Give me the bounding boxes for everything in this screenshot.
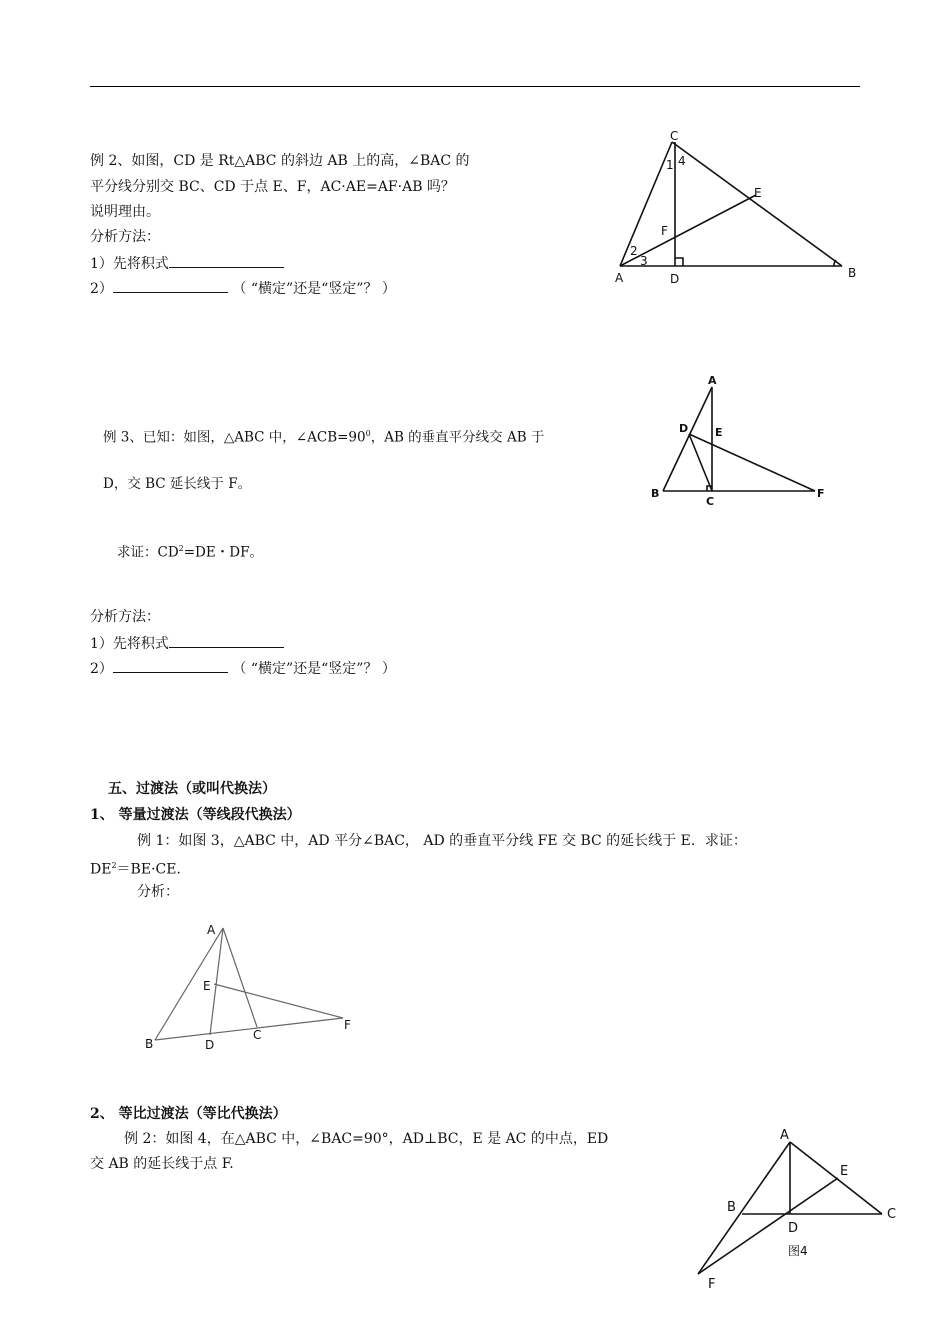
ex2-step2 [90,278,396,298]
section5-ex1-line1: 例 1：如图 3，△ABC 中，AD 平分∠BAC， AD 的垂直平分线 FE 交 BC 的延长线于 E．求证： [137,833,747,849]
ex3-step2-suffix: （ “横定”还是“竖定”？ ） [232,661,396,677]
ex2-label-b: B [848,266,857,280]
fig4-label-b: B [727,1200,736,1215]
section5-ex1-line2 [90,857,181,879]
ex2-step1-text: 1）先将积式 [90,256,169,272]
ex3-label-b: B [651,487,660,500]
ex3-step2 [90,658,396,678]
ex3-label-d: D [679,422,689,435]
ex3-figure [645,370,845,515]
ex2-label-e: E [754,186,762,200]
ex2-label-c: C [670,129,679,143]
fig3-label-c: C [253,1028,262,1042]
ex3-proof-sup: 2 [178,544,184,553]
ex2-angle-4: 4 [678,154,686,168]
section5-title: 五、过渡法（或叫代换法） [108,781,276,797]
section5-sub2: 2、 等比过渡法（等比代换法） [90,1106,287,1122]
fig4 [690,1122,915,1292]
ex2-line1: 例 2、如图，CD 是 Rt△ABC 的斜边 AB 上的高，∠BAC 的 [90,153,470,169]
ex3-label-a: A [708,374,717,387]
ex3-proof [117,540,263,562]
ex3-step2-blank[interactable] [113,658,228,673]
ex3-analysis: 分析方法： [90,609,160,625]
ex3-line1-text: 例 3、已知：如图，△ABC 中，∠ACB=90 [103,429,366,446]
fig3-label-b: B [145,1037,154,1051]
fig3-label-e: E [203,979,211,993]
fig4-label-a: A [780,1128,789,1143]
ex2-step2-prefix: 2） [90,281,113,297]
fig4-label-d: D [788,1221,799,1236]
section5-ex1-l2b: ＝BE·CE. [116,861,181,878]
ex2-label-d: D [670,272,680,286]
ex3-step1-blank[interactable] [169,633,284,648]
ex3-step1 [90,633,284,653]
section5-analysis: 分析： [137,884,179,900]
fig3 [140,915,370,1055]
ex3-line1 [103,425,544,447]
ex2-step2-suffix: （ “横定”还是“竖定”？ ） [232,281,396,297]
ex3-line1-sup: 0 [365,429,371,438]
ex2-angle-1: 1 [666,158,674,172]
ex3-step1-text: 1）先将积式 [90,636,169,652]
ex2-label-f: F [661,224,668,238]
fig4-caption: 图4 [788,1244,808,1258]
fig3-label-f: F [344,1018,351,1032]
fig3-label-a: A [207,923,216,937]
ex2-line3: 说明理由。 [90,204,160,220]
section5-ex2-line2: 交 AB 的延长线于点 F. [90,1156,234,1172]
ex3-line1-tail: ，AB 的垂直平分线交 AB 于 [370,429,545,446]
section5-sub1: 1、 等量过渡法（等线段代换法） [90,807,301,823]
ex2-step1 [90,253,284,273]
ex2-angle-2: 2 [630,244,638,258]
ex2-line2: 平分线分别交 BC、CD 于点 E、F，AC·AE=AF·AB 吗？ [90,179,455,195]
fig4-label-f: F [708,1277,716,1292]
ex3-line2: D，交 BC 延长线于 F。 [103,476,252,492]
ex2-step2-blank[interactable] [113,278,228,293]
ex3-label-c: C [706,495,715,508]
ex2-label-a: A [615,271,624,285]
section5-ex2-line1: 例 2：如图 4，在△ABC 中，∠BAC=90°，AD⊥BC，E 是 AC 的中点，ED [124,1131,609,1147]
ex3-step2-prefix: 2） [90,661,113,677]
ex2-angle-3: 3 [640,254,648,268]
ex3-proof-a: 求证：CD [117,544,179,561]
fig4-label-c: C [887,1207,897,1222]
ex2-analysis: 分析方法： [90,229,160,245]
section5-ex1-sup: 2 [111,861,117,870]
fig4-label-e: E [840,1164,849,1179]
ex2-step1-blank[interactable] [169,253,284,268]
header-rule [90,86,860,87]
fig3-label-d: D [205,1038,215,1052]
ex3-label-e: E [715,426,723,439]
ex2-figure [605,125,875,290]
section5-ex1-l2a: DE [90,861,112,878]
ex3-label-f: F [817,487,825,500]
ex3-proof-b: =DE・DF。 [183,544,263,561]
